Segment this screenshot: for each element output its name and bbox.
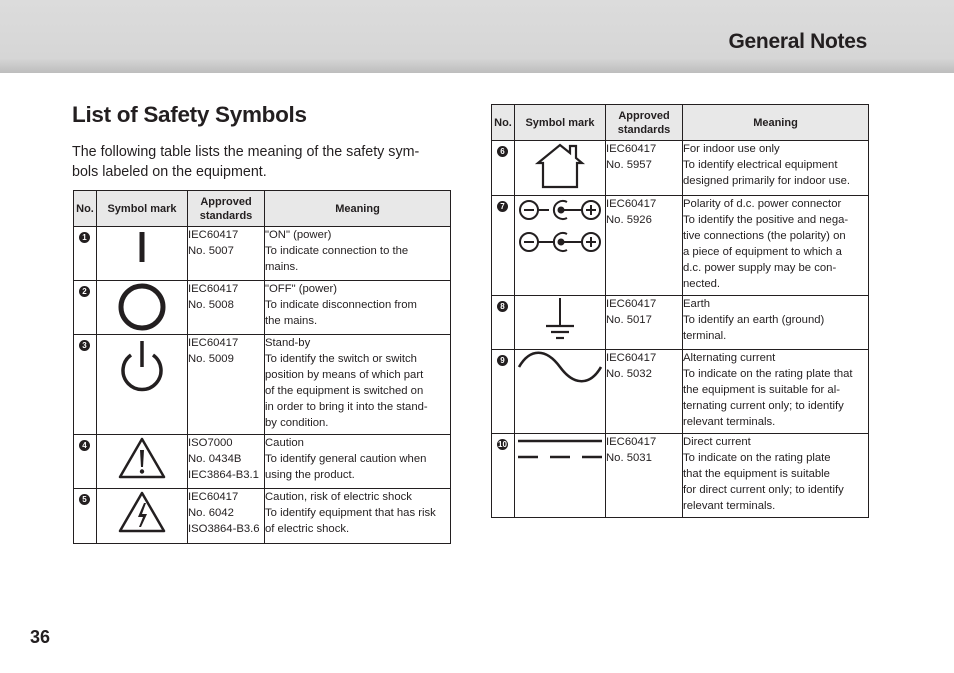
safety-symbols-table-right [491, 104, 869, 518]
table-row: 6 IEC60417 No. 5957 For indoor use only To identify electrical equipment designed primarily for indoor use. [492, 141, 869, 196]
table-header-row [492, 105, 869, 141]
col-header-meaning: Meaning [265, 191, 451, 227]
col-header-no: No. [74, 191, 97, 227]
table-row: 4 ISO7000 No. 0434B IEC3864-B3.1 Caution To identify general caution when using the product. [74, 435, 451, 489]
safety-symbols-table-left [73, 190, 451, 544]
table-row: 3 IEC60417 No. 5009 Stand-by To identify the switch or switch position by means of which part of the equipment is switched on in order to bring it into the stand- by condition. [74, 335, 451, 435]
header-title: General Notes [728, 30, 867, 53]
table-row: 8 IEC60417 No. 5017 Earth To identify an earth (ground) terminal. [492, 296, 869, 350]
earth-ground-icon [540, 296, 580, 342]
row-number: 2 [79, 286, 90, 297]
intro-text [72, 143, 452, 182]
row-number: 8 [497, 301, 508, 312]
row-number: 3 [79, 340, 90, 351]
table-row: 2 IEC60417 No. 5008 "OFF" (power) To indicate disconnection from the mains. [74, 281, 451, 335]
alternating-current-icon [516, 350, 604, 384]
table-row: 10 IEC60417 No. 5031 Direct current To indicate on the rating plate that the equipment is suitable for direct current only; to identify relevant terminals. [492, 434, 869, 518]
table-row: 7 IEC60417 No. 5926 Polarity of d.c. power connector To identify the positive and nega- tive connections (the polarity) on a piece of equipment to which a d.c. power supply may be con- nected. [492, 196, 869, 296]
row-number: 10 [498, 440, 507, 449]
electric-shock-icon [116, 489, 168, 535]
power-on-icon [132, 227, 152, 267]
section-title: List of Safety Symbols [72, 102, 307, 127]
table-row: 1 IEC60417 No. 5007 "ON" (power) To indicate connection to the mains. [74, 227, 451, 281]
col-header-standards: Approved standards [188, 191, 265, 227]
caution-triangle-icon [116, 435, 168, 481]
indoor-house-icon [532, 141, 588, 191]
col-header-symbol: Symbol mark [97, 191, 188, 227]
intro-line: bols labeled on the equipment. [72, 163, 267, 180]
col-header-no: No. [492, 105, 515, 141]
dc-polarity-icon [517, 196, 603, 256]
page-number: 36 [30, 627, 51, 647]
table-row: 9 IEC60417 No. 5032 Alternating current To indicate on the rating plate that the equipment is suitable for al- ternating current only; to identify relevant terminals. [492, 350, 869, 434]
page-header [0, 0, 954, 73]
row-number: 1 [79, 232, 90, 243]
table-row: 5 IEC60417 No. 6042 ISO3864-B3.6 Caution, risk of electric shock To identify equipment that has risk of electric shock. [74, 489, 451, 544]
row-number: 7 [497, 201, 508, 212]
table-header-row [74, 191, 451, 227]
row-number: 4 [79, 440, 90, 451]
col-header-meaning: Meaning [683, 105, 869, 141]
intro-line: The following table lists the meaning of the safety sym- [72, 144, 420, 160]
standby-icon [116, 335, 168, 395]
power-off-icon [116, 281, 168, 333]
direct-current-icon [517, 434, 603, 464]
col-header-symbol: Symbol mark [515, 105, 606, 141]
row-number: 9 [497, 355, 508, 366]
row-number: 6 [497, 146, 508, 157]
col-header-standards: Approved standards [606, 105, 683, 141]
row-number: 5 [79, 494, 90, 505]
